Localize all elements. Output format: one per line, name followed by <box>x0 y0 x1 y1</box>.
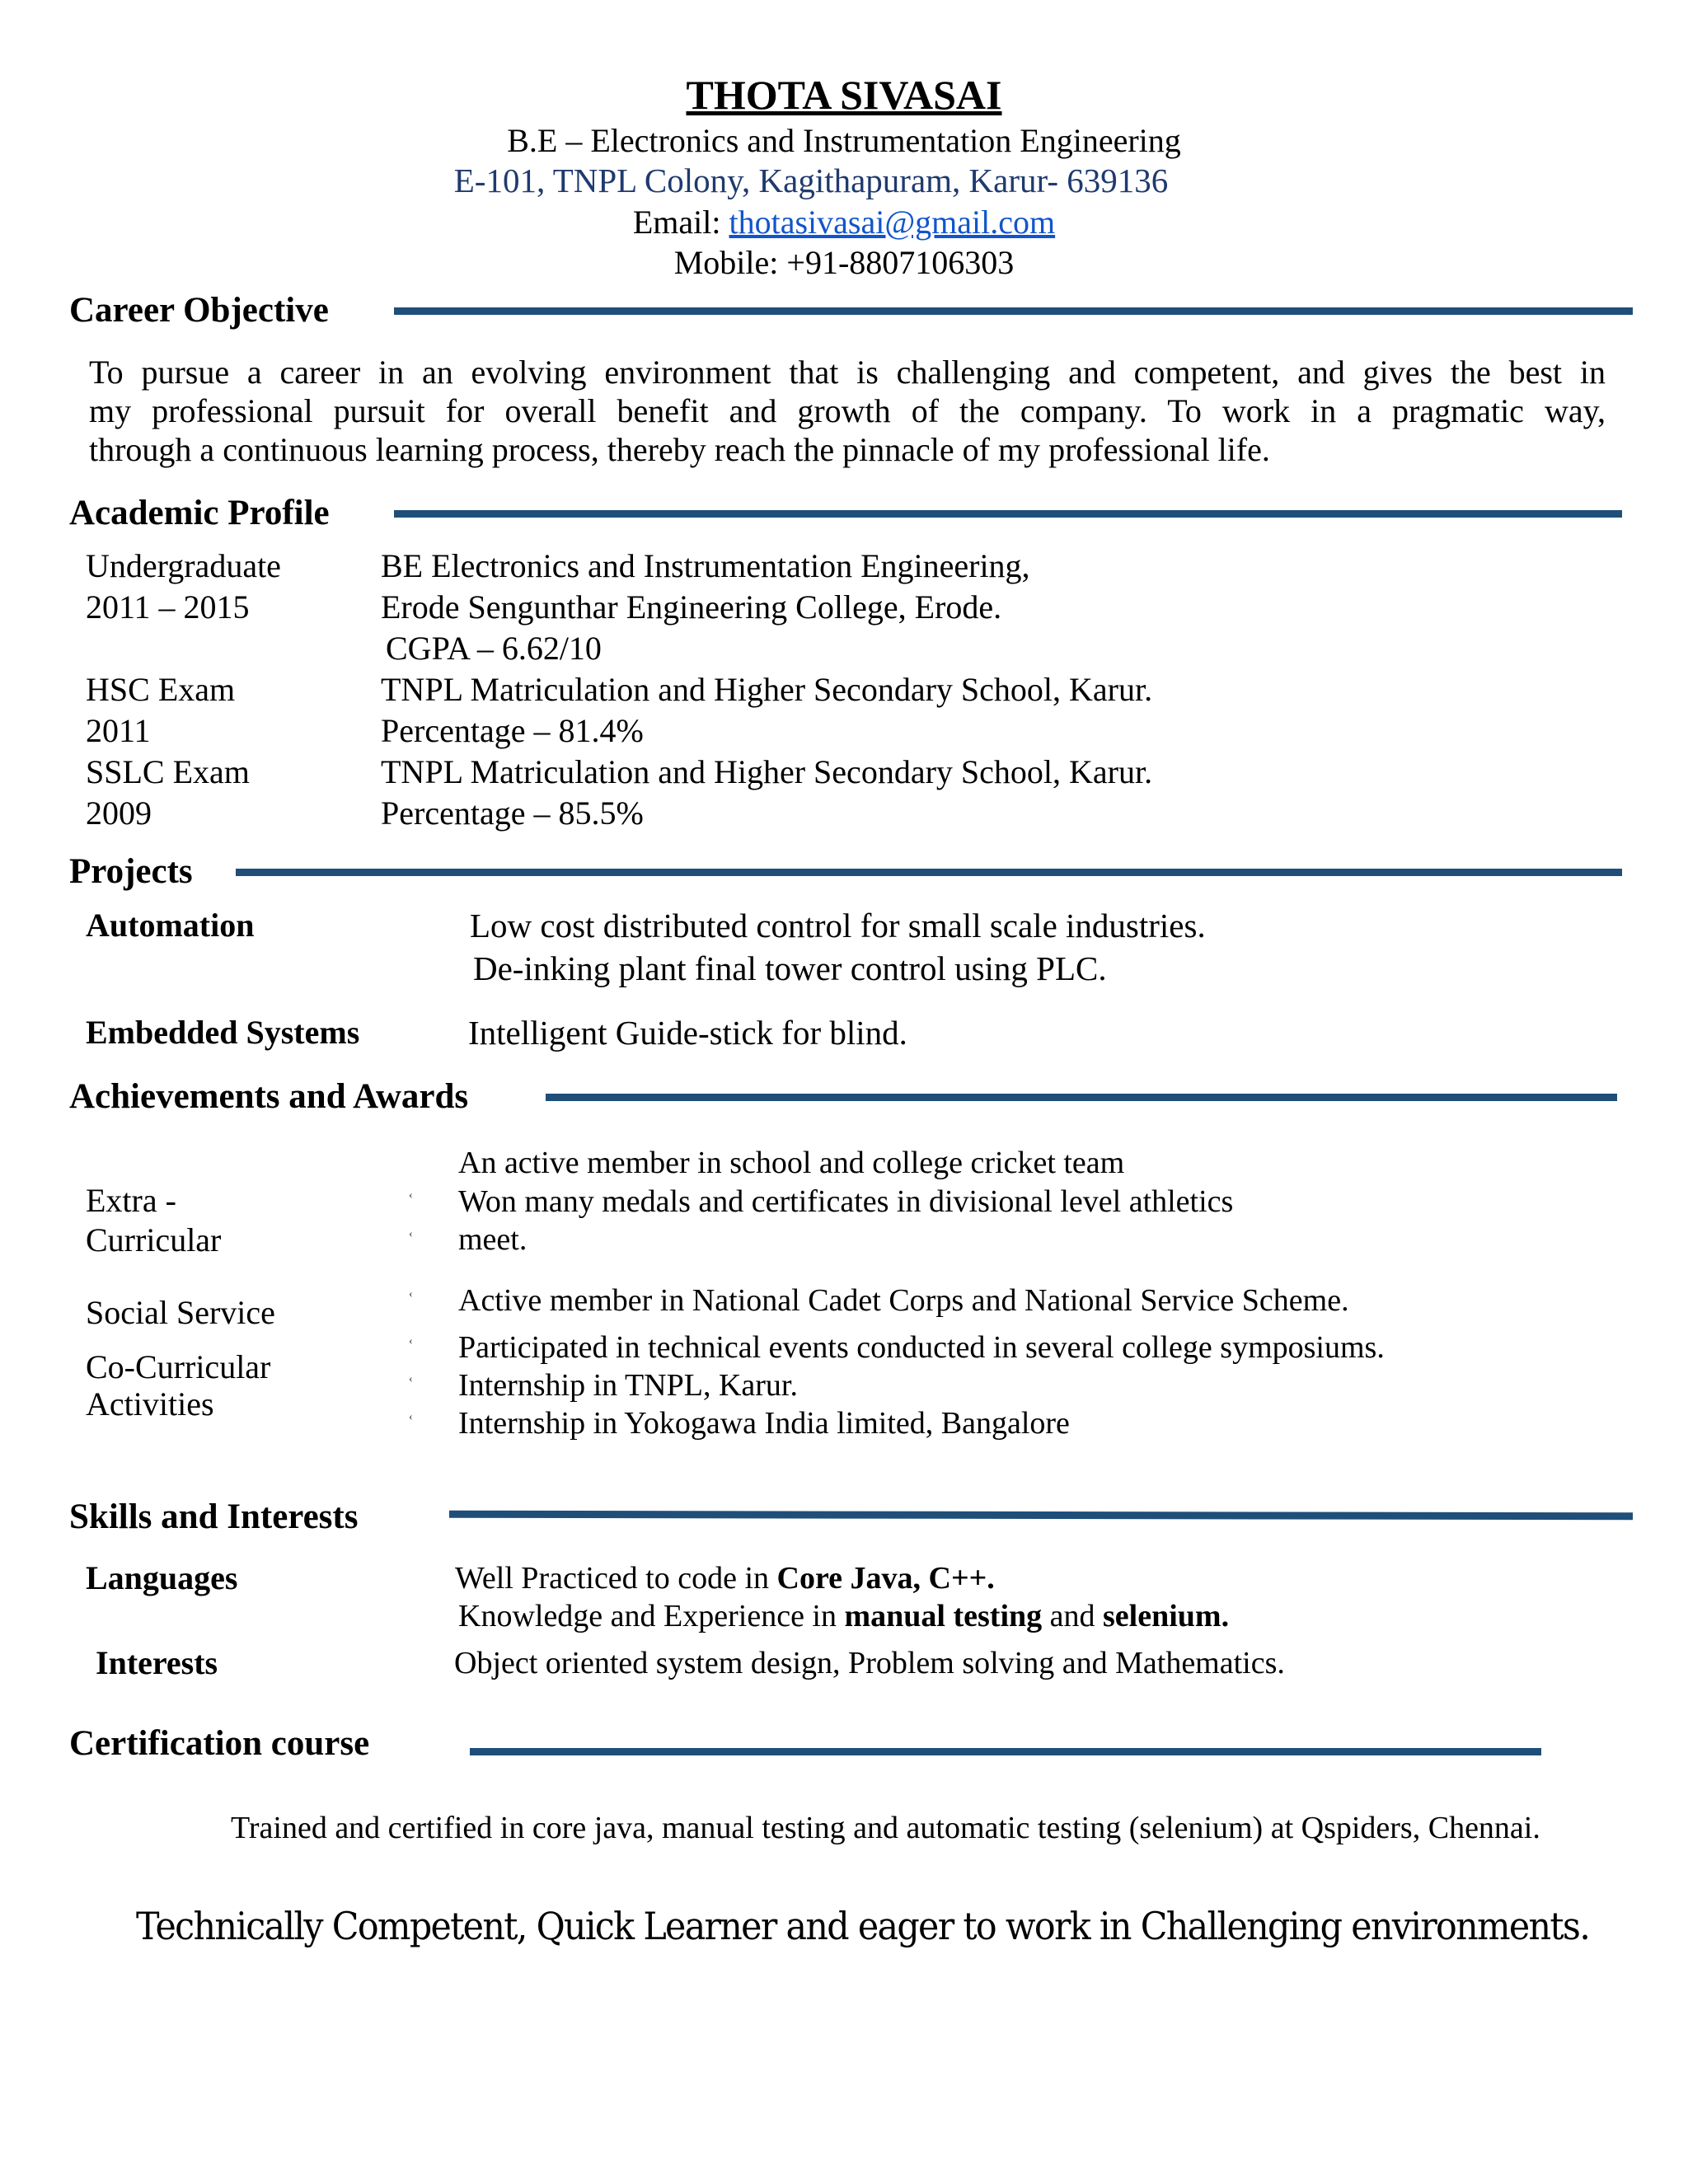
email-link[interactable]: thotasivasai@gmail.com <box>729 204 1056 241</box>
academic-profile-heading: Academic Profile <box>69 494 330 532</box>
languages-text: Knowledge and Experience in <box>458 1599 845 1633</box>
languages-line-1 <box>455 1560 995 1596</box>
academic-row-right: TNPL Matriculation and Higher Secondary School, Karur. <box>381 671 1153 708</box>
embedded-project: Intelligent Guide-stick for blind. <box>468 1014 907 1052</box>
certification-text: Trained and certified in core java, manual testing and automatic testing (selenium) at Qspiders, Chennai. <box>231 1811 1540 1845</box>
skills-heading: Skills and Interests <box>69 1497 359 1536</box>
interests-text: Object oriented system design, Problem solving and Mathematics. <box>454 1646 1285 1680</box>
achievement-item: meet. <box>458 1222 528 1257</box>
achievement-item: Active member in National Cadet Corps and National Service Scheme. <box>458 1283 1349 1318</box>
academic-row-left: Undergraduate <box>86 547 281 584</box>
languages-emphasis: manual testing <box>844 1599 1043 1633</box>
objective-line-3: through a continuous learning process, thereby reach the pinnacle of my professional life. <box>89 431 1270 468</box>
interests-label: Interests <box>96 1644 218 1681</box>
achievement-item: Internship in Yokogawa India limited, Bangalore <box>458 1406 1070 1441</box>
languages-text: and <box>1042 1599 1104 1633</box>
social-service-label: Social Service <box>86 1294 275 1331</box>
academic-row-right: BE Electronics and Instrumentation Engineering, <box>381 547 1030 584</box>
objective-line-1: To pursue a career in an evolving environment that is challenging and competent, and gives the best in <box>89 354 1606 391</box>
bullet-icon: ‹ <box>409 1288 413 1301</box>
academic-profile-rule <box>394 510 1622 518</box>
address-line: E-101, TNPL Colony, Kagithapuram, Karur- 639136 <box>453 162 1169 199</box>
achievement-item: An active member in school and college cricket team <box>458 1146 1125 1180</box>
skills-rule <box>449 1511 1633 1521</box>
objective-line-2: my professional pursuit for overall benefit and growth of the company. To work in a pragmatic way, <box>89 392 1606 429</box>
automation-project: De-inking plant final tower control using PLC. <box>473 949 1107 987</box>
achievements-rule <box>546 1094 1617 1101</box>
co-curricular-label: Activities <box>86 1385 214 1422</box>
email-label: Email: <box>632 204 729 241</box>
automation-project: Low cost distributed control for small scale industries. <box>470 907 1206 944</box>
degree-line: B.E – Electronics and Instrumentation Engineering <box>507 122 1181 159</box>
bullet-icon: ‹ <box>409 1189 413 1202</box>
projects-heading: Projects <box>69 852 193 891</box>
mobile-line: Mobile: +91-8807106303 <box>673 244 1015 281</box>
extra-curricular-label: Curricular <box>86 1221 222 1258</box>
languages-label: Languages <box>86 1559 238 1596</box>
bullet-icon: ‹ <box>409 1335 413 1347</box>
languages-emphasis: Core Java, C++. <box>776 1561 995 1596</box>
achievement-item: Participated in technical events conducted in several college symposiums. <box>458 1330 1385 1365</box>
career-objective-heading: Career Objective <box>69 291 329 330</box>
academic-row-left: SSLC Exam <box>86 753 250 790</box>
bullet-icon: ‹ <box>409 1228 413 1240</box>
achievements-heading: Achievements and Awards <box>69 1077 469 1116</box>
academic-row-right: TNPL Matriculation and Higher Secondary School, Karur. <box>381 753 1153 790</box>
career-objective-rule <box>394 307 1633 315</box>
achievement-item: Internship in TNPL, Karur. <box>458 1368 798 1403</box>
co-curricular-label: Co-Curricular <box>86 1348 271 1385</box>
achievement-item: Won many medals and certificates in divisional level athletics <box>458 1184 1234 1219</box>
closing-statement: Technically Competent, Quick Learner and eager to work in Challenging environments. <box>136 1904 1590 1948</box>
academic-row-right: CGPA – 6.62/10 <box>386 630 602 667</box>
academic-row-left: 2011 – 2015 <box>86 588 250 626</box>
academic-row-right: Erode Sengunthar Engineering College, Erode. <box>381 588 1002 626</box>
academic-row-left: 2011 <box>86 712 151 749</box>
languages-emphasis: selenium. <box>1103 1599 1230 1633</box>
certification-heading: Certification course <box>69 1724 370 1763</box>
automation-label: Automation <box>86 907 255 944</box>
languages-text: Well Practiced to code in <box>455 1561 777 1596</box>
languages-line-2 <box>458 1598 1229 1634</box>
email-line <box>0 203 1688 241</box>
academic-row-right: Percentage – 85.5% <box>381 794 644 832</box>
academic-row-right: Percentage – 81.4% <box>381 712 644 749</box>
candidate-name: THOTA SIVASAI <box>686 72 1002 118</box>
extra-curricular-label: Extra - <box>86 1182 176 1219</box>
bullet-icon: ‹ <box>409 1373 413 1385</box>
certification-rule <box>470 1748 1541 1755</box>
academic-row-left: HSC Exam <box>86 671 236 708</box>
embedded-systems-label: Embedded Systems <box>86 1014 360 1051</box>
projects-rule <box>236 869 1622 876</box>
bullet-icon: ‹ <box>409 1411 413 1423</box>
academic-row-left: 2009 <box>86 794 152 832</box>
